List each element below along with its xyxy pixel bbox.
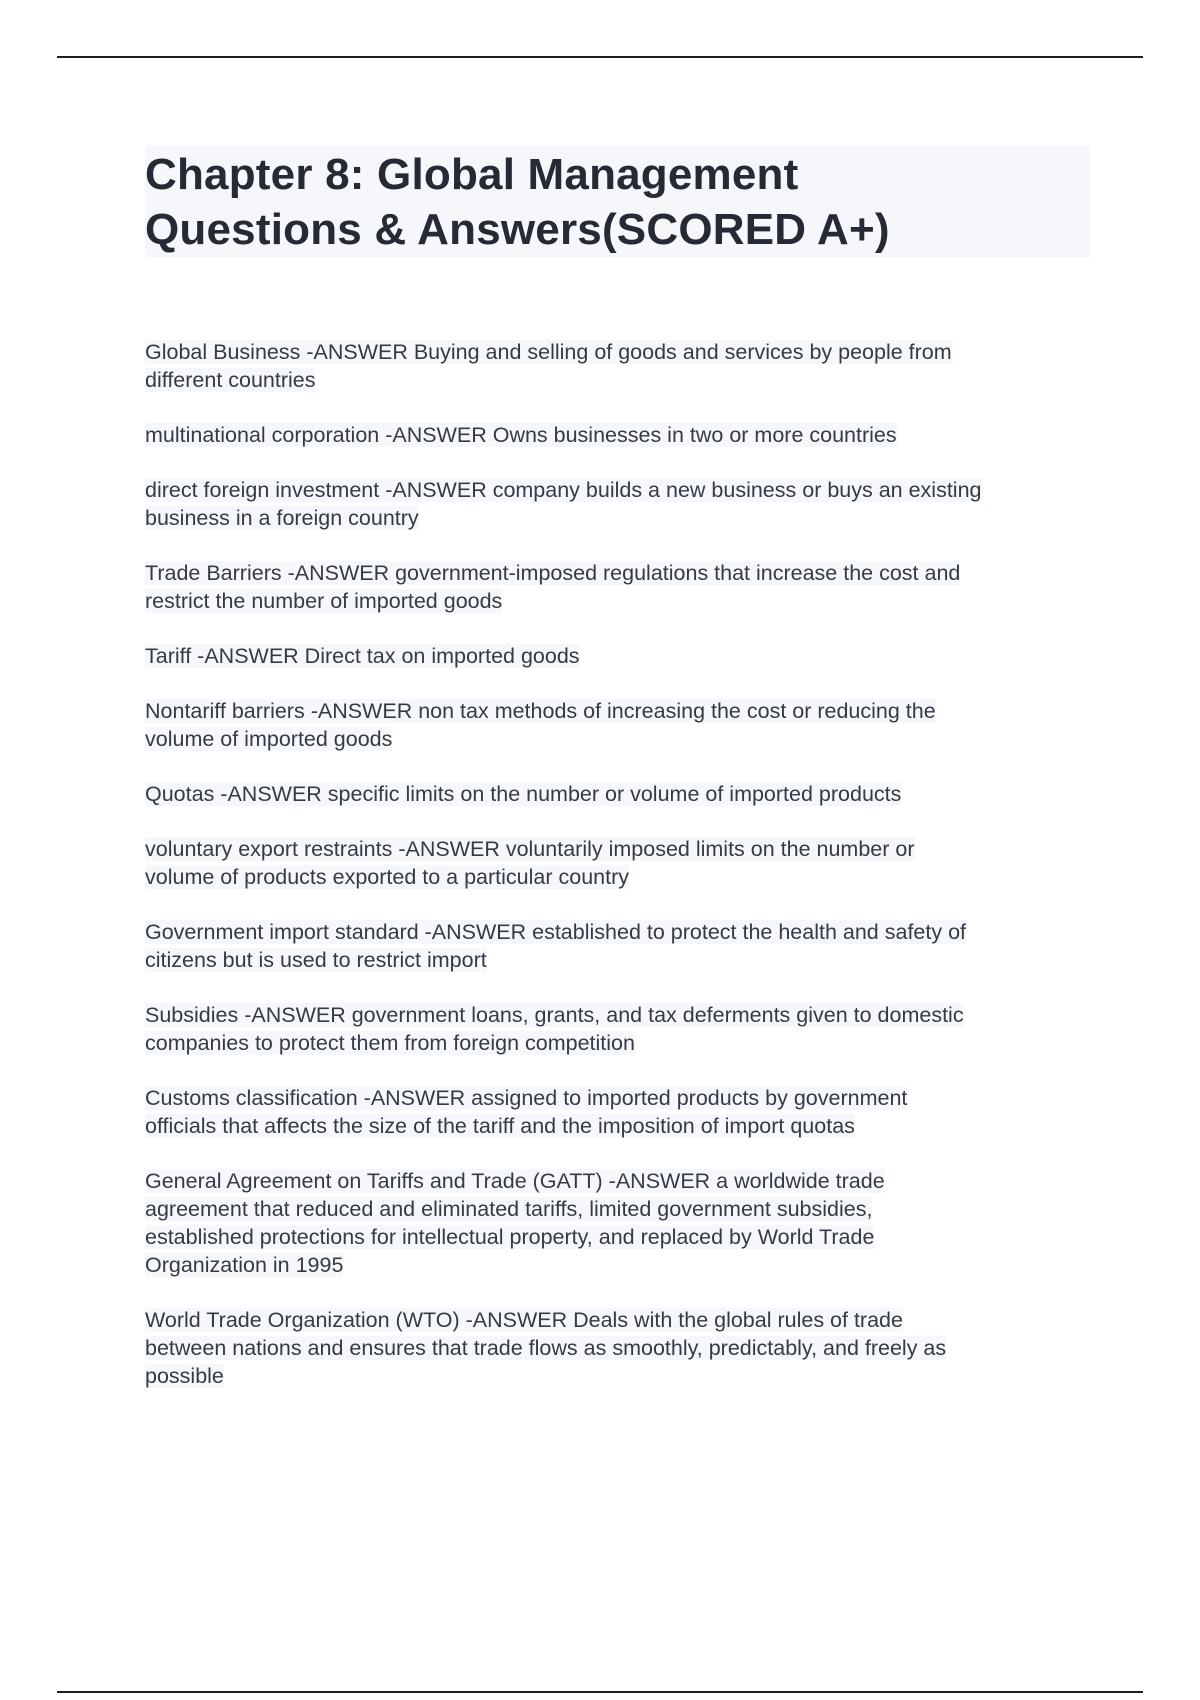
qa-item-line <box>145 504 1090 532</box>
page-title <box>145 145 1090 257</box>
qa-item-text: volume of products exported to a particular country <box>145 865 630 889</box>
qa-item-line <box>145 1084 1090 1112</box>
qa-item-line <box>145 1001 1090 1029</box>
qa-item-text: direct foreign investment -ANSWER company builds a new business or buys an existing <box>145 478 982 502</box>
qa-item-line <box>145 559 1090 587</box>
qa-item <box>145 476 1090 532</box>
qa-item-line <box>145 725 1090 753</box>
qa-item-text: agreement that reduced and eliminated tariffs, limited government subsidies, <box>145 1197 873 1221</box>
qa-item-text: between nations and ensures that trade flows as smoothly, predictably, and freely as <box>145 1336 947 1360</box>
qa-item-line <box>145 1223 1090 1251</box>
qa-item-line <box>145 918 1090 946</box>
qa-item-text: volume of imported goods <box>145 727 393 751</box>
qa-item-text: Nontariff barriers -ANSWER non tax methods of increasing the cost or reducing the <box>145 699 936 723</box>
qa-item-line <box>145 1195 1090 1223</box>
qa-item-text: Customs classification -ANSWER assigned to imported products by government <box>145 1086 908 1110</box>
qa-item-line <box>145 642 1090 670</box>
qa-item <box>145 1167 1090 1279</box>
qa-item-text: Subsidies -ANSWER government loans, grants, and tax deferments given to domestic <box>145 1003 964 1027</box>
qa-item <box>145 1084 1090 1140</box>
qa-item-line <box>145 476 1090 504</box>
qa-item-text: Tariff -ANSWER Direct tax on imported goods <box>145 644 580 668</box>
qa-item <box>145 835 1090 891</box>
qa-item-text: citizens but is used to restrict import <box>145 948 487 972</box>
qa-item-text: different countries <box>145 368 316 392</box>
qa-item-line <box>145 697 1090 725</box>
qa-item-text: possible <box>145 1364 224 1388</box>
qa-item-text: Trade Barriers -ANSWER government-imposed regulations that increase the cost and <box>145 561 961 585</box>
qa-item-text: restrict the number of imported goods <box>145 589 503 613</box>
page-title-line-2: Questions & Answers(SCORED A+) <box>145 205 890 254</box>
title-block <box>145 145 1090 257</box>
qa-item-text: established protections for intellectual property, and replaced by World Trade <box>145 1225 875 1249</box>
qa-item-text: voluntary export restraints -ANSWER voluntarily imposed limits on the number or <box>145 837 915 861</box>
qa-item <box>145 918 1090 974</box>
qa-item-text: General Agreement on Tariffs and Trade (GATT) -ANSWER a worldwide trade <box>145 1169 885 1193</box>
qa-item <box>145 1306 1090 1390</box>
qa-item-line <box>145 1334 1090 1362</box>
qa-item-text: Global Business -ANSWER Buying and selling of goods and services by people from <box>145 340 952 364</box>
qa-item-line <box>145 587 1090 615</box>
qa-item-line <box>145 1362 1090 1390</box>
qa-item-line <box>145 835 1090 863</box>
qa-item-line <box>145 1167 1090 1195</box>
qa-item <box>145 642 1090 670</box>
qa-item-text: Government import standard -ANSWER established to protect the health and safety of <box>145 920 966 944</box>
qa-item <box>145 338 1090 394</box>
qa-item-line <box>145 863 1090 891</box>
qa-item <box>145 780 1090 808</box>
qa-item <box>145 1001 1090 1057</box>
qa-item-line <box>145 366 1090 394</box>
qa-item-line <box>145 946 1090 974</box>
qa-item-text: business in a foreign country <box>145 506 419 530</box>
qa-item-line <box>145 780 1090 808</box>
qa-item <box>145 559 1090 615</box>
bottom-divider <box>57 1691 1143 1693</box>
qa-item-text: companies to protect them from foreign competition <box>145 1031 635 1055</box>
top-divider <box>57 56 1143 58</box>
qa-item-text: multinational corporation -ANSWER Owns businesses in two or more countries <box>145 423 897 447</box>
qa-item-text: World Trade Organization (WTO) -ANSWER Deals with the global rules of trade <box>145 1308 903 1332</box>
qa-item-line <box>145 421 1090 449</box>
qa-item-text: officials that affects the size of the tariff and the imposition of import quotas <box>145 1114 855 1138</box>
qa-item-line <box>145 1306 1090 1334</box>
qa-item-line <box>145 1029 1090 1057</box>
qa-item-line <box>145 338 1090 366</box>
qa-list <box>145 338 1090 1417</box>
qa-item-text: Organization in 1995 <box>145 1253 344 1277</box>
qa-item-line <box>145 1112 1090 1140</box>
page-title-line-1: Chapter 8: Global Management <box>145 150 799 199</box>
qa-item-line <box>145 1251 1090 1279</box>
qa-item <box>145 697 1090 753</box>
qa-item <box>145 421 1090 449</box>
qa-item-text: Quotas -ANSWER specific limits on the number or volume of imported products <box>145 782 902 806</box>
